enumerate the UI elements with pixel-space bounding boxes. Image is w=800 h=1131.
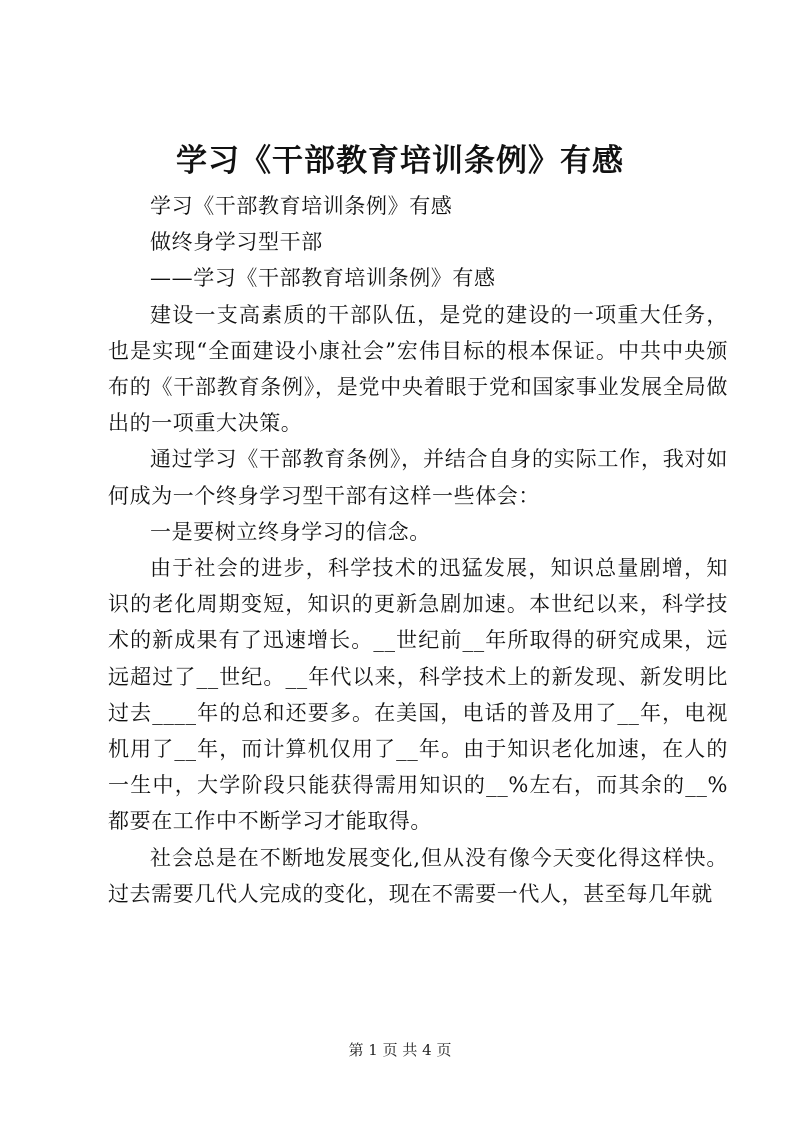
paragraph-point-one: 一是要树立终身学习的信念。 <box>150 519 431 544</box>
paragraph-knowledge-growth: 由于社会的进步，科学技术的迅猛发展，知识总量剧增，知识的老化周期变短，知识的更新急剧加速。本世纪以来，科学技术的新成果有了迅速增长。__世纪前__年所取得的研究成果，远远超过了__世纪。__年代以来，科学技术上的新发现、新发明比过去____年的总和还要多。在美国，电话的普及用了__年，电视机用了__年，而计算机仅用了__年。由于知识老化加速，在人的一生中，大学阶段只能获得需用知识的__%左右，而其余的__%都要在工作中不断学习才能取得。 <box>108 556 728 834</box>
paragraph-social-change: 社会总是在不断地发展变化,但从没有像今天变化得这样快。过去需要几代人完成的变化，现在不需要一代人，甚至每几年就 <box>108 845 728 906</box>
document-body <box>108 188 728 912</box>
paragraph-reflection: 通过学习《干部教育条例》，并结合自身的实际工作，我对如何成为一个终身学习型干部有这样一些体会： <box>108 447 728 508</box>
paragraph-subtitle-repeat: 学习《干部教育培训条例》有感 <box>150 194 453 218</box>
paragraph-intro: 建设一支高素质的干部队伍，是党的建设的一项重大任务，也是实现“全面建设小康社会”宏伟目标的根本保证。中共中央颁布的《干部教育条例》，是党中央着眼于党和国家事业发展全局做出的一项重大决策。 <box>108 302 728 436</box>
page-footer: 第 1 页 共 4 页 <box>348 1041 452 1059</box>
paragraph-heading-sub: ——学习《干部教育培训条例》有感 <box>150 266 496 291</box>
paragraph-heading: 做终身学习型干部 <box>150 230 323 255</box>
document-title: 学习《干部教育培训条例》有感 <box>176 143 624 179</box>
